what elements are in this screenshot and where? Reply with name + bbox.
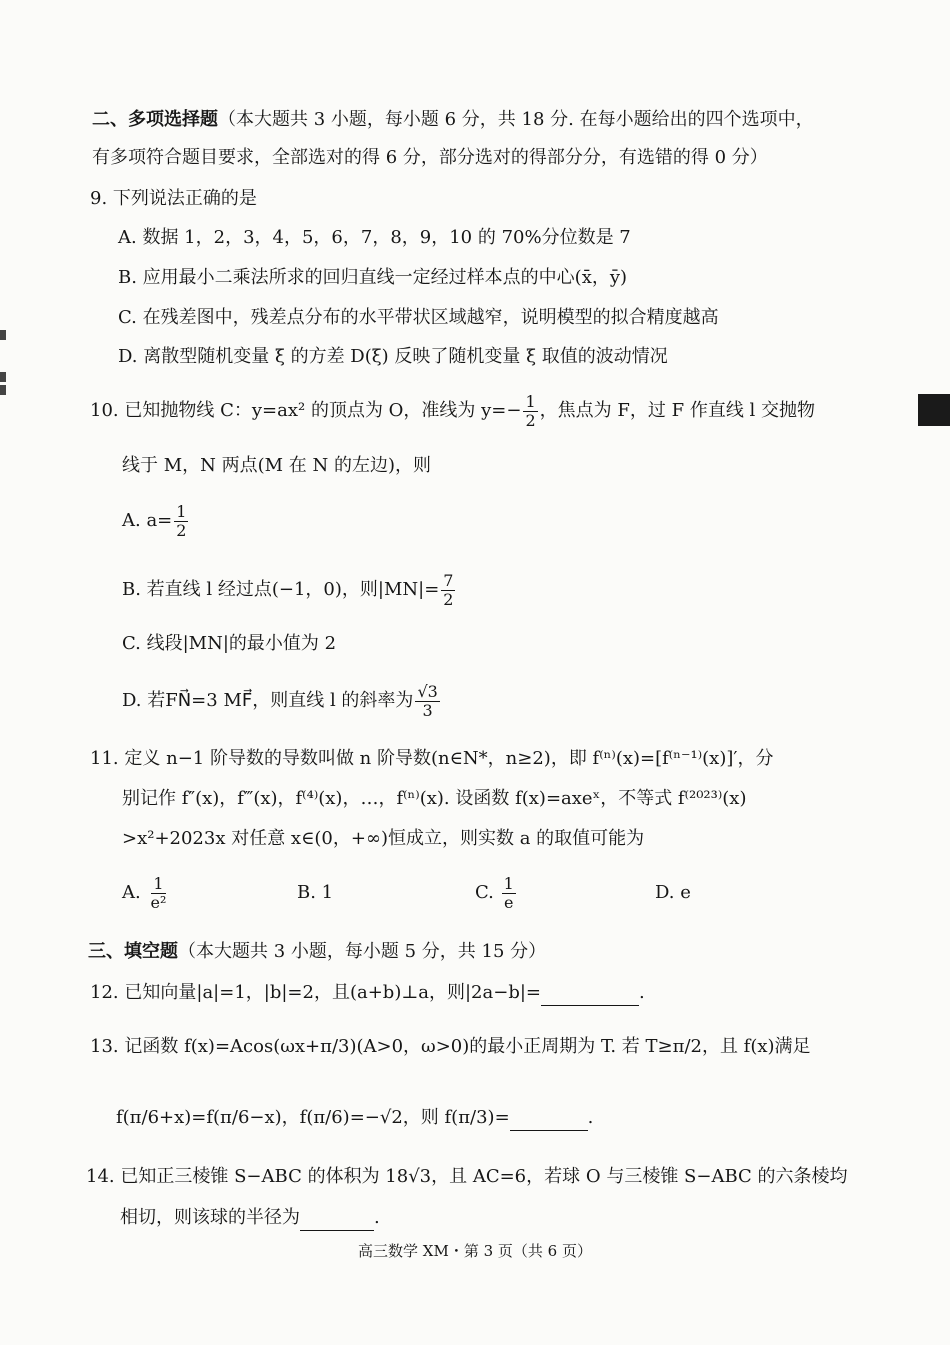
q10-stem2: 线于 M，N 两点(M 在 N 的左边)，则: [122, 455, 432, 476]
margin-mark: [0, 385, 6, 395]
q11-option-a: [122, 870, 170, 916]
q10-option-b: [122, 567, 457, 613]
q12-number: 12.: [90, 982, 119, 1003]
q9-option-b: B. 应用最小二乘法所求的回归直线一定经过样本点的中心(x̄，ȳ): [118, 267, 628, 288]
q10-number: 10.: [90, 400, 119, 421]
page-tab-mark: [918, 394, 950, 426]
q10-stem1a: 已知抛物线 C：y=ax² 的顶点为 O，准线为 y=−: [124, 400, 522, 421]
q11-a-fraction: [148, 875, 168, 912]
q10-stem1b: ，焦点为 F，过 F 作直线 l 交抛物: [539, 400, 816, 421]
margin-mark: [0, 372, 6, 382]
fraction-numerator: 1: [503, 873, 514, 893]
page-footer: 高三数学 XM・第 3 页（共 6 页）: [358, 1242, 592, 1260]
fraction-denominator: e: [503, 892, 514, 912]
q10-b-fraction: [441, 572, 455, 609]
q10-a-fraction: [174, 503, 188, 540]
q9-option-d: D. 离散型随机变量 ξ 的方差 D(ξ) 反映了随机变量 ξ 取值的波动情况: [118, 346, 668, 367]
q14-end: .: [374, 1207, 380, 1228]
q13-end: .: [587, 1107, 594, 1128]
q11-line1: [90, 747, 773, 771]
q11-line3: >x²+2023x 对任意 x∈(0，+∞)恒成立，则实数 a 的取值可能为: [122, 828, 645, 849]
q10-option-d: [122, 678, 442, 724]
section3-header: [88, 940, 546, 964]
q14-line1: [86, 1165, 848, 1189]
q10-option-a: [122, 498, 190, 544]
section3-desc: （本大题共 3 小题，每小题 5 分，共 15 分）: [178, 941, 547, 962]
q11-text1: 定义 n−1 阶导数的导数叫做 n 阶导数(n∈N*，n≥2)，即 f⁽ⁿ⁾(x)=[f⁽ⁿ⁻¹⁾(x)]′，分: [124, 748, 774, 769]
q9-number: 9.: [90, 188, 108, 209]
q14-text1: 已知正三棱锥 S−ABC 的体积为 18√3，且 AC=6，若球 O 与三棱锥 S−ABC 的六条棱均: [120, 1166, 848, 1187]
option-text: A. a=: [122, 510, 173, 531]
fraction-denominator: 2: [443, 589, 454, 609]
q9-stem-line: [90, 187, 257, 211]
q9-option-a: A. 数据 1，2，3，4，5，6，7，8，9，10 的 70%分位数是 7: [118, 227, 631, 248]
q9-option-c: C. 在残差图中，残差点分布的水平带状区域越窄，说明模型的拟合精度越高: [118, 307, 719, 328]
section3-title: 三、填空题: [88, 941, 178, 962]
fraction-numerator: 7: [443, 570, 454, 590]
fraction-numerator: √3: [417, 681, 438, 701]
q11-line2: 别记作 f″(x)，f‴(x)，f⁽⁴⁾(x)，…，f⁽ⁿ⁾(x). 设函数 f(x)=axeˣ，不等式 f⁽²⁰²³⁾(x): [122, 788, 747, 809]
option-text: B. 若直线 l 经过点(−1，0)，则|MN|=: [122, 579, 440, 600]
section2-desc1: （本大题共 3 小题，每小题 6 分，共 18 分. 在每小题给出的四个选项中，: [218, 109, 814, 130]
q13-text1: 记函数 f(x)=Acos(ωx+π/3)(A>0，ω>0)的最小正周期为 T. 若 T≥π/2，且 f(x)满足: [124, 1036, 811, 1057]
section2-header: [92, 108, 814, 132]
q13-line2: [116, 1106, 593, 1131]
q12-text: 已知向量|a|=1，|b|=2，且(a+b)⊥a，则|2a−b|=: [124, 982, 541, 1003]
q9-stem: 下列说法正确的是: [112, 188, 257, 209]
q12-line: [90, 981, 645, 1006]
fraction-denominator: 3: [422, 700, 433, 720]
fraction-numerator: 1: [176, 501, 187, 521]
q14-line2: [120, 1206, 380, 1231]
q11-option-d: D. e: [655, 882, 691, 903]
q11-option-b: B. 1: [297, 882, 334, 903]
q13-line1: [90, 1035, 811, 1059]
q13-number: 13.: [90, 1036, 119, 1057]
fraction-denominator: e²: [150, 892, 167, 912]
section2-title: 二、多项选择题: [92, 109, 218, 130]
option-label: C.: [475, 882, 494, 903]
q14-number: 14.: [86, 1166, 115, 1187]
q10-directrix-fraction: [523, 393, 537, 430]
fraction-denominator: 2: [176, 520, 187, 540]
q10-stem-line1: [90, 388, 815, 434]
section2-desc2: 有多项符合题目要求，全部选对的得 6 分，部分选对的得部分分，有选错的得 0 分）: [92, 147, 768, 168]
q11-option-c: [475, 870, 518, 916]
fraction-denominator: 2: [525, 410, 536, 430]
q13-answer-blank[interactable]: [510, 1106, 588, 1131]
q14-text2: 相切，则该球的半径为: [120, 1207, 300, 1228]
q12-answer-blank[interactable]: [541, 981, 639, 1006]
q11-number: 11.: [90, 748, 119, 769]
option-text: D. 若FN⃗=3 MF⃗，则直线 l 的斜率为: [122, 690, 414, 711]
q10-d-fraction: [415, 683, 439, 720]
q10-option-c: C. 线段|MN|的最小值为 2: [122, 633, 337, 654]
fraction-numerator: 1: [525, 391, 536, 411]
option-label: A.: [122, 882, 141, 903]
q11-c-fraction: [502, 875, 516, 912]
q13-text2: f(π/6+x)=f(π/6−x)，f(π/6)=−√2，则 f(π/3)=: [116, 1107, 510, 1128]
q14-answer-blank[interactable]: [300, 1206, 374, 1231]
fraction-numerator: 1: [153, 873, 164, 893]
q12-end: .: [639, 982, 645, 1003]
margin-mark: [0, 330, 6, 340]
